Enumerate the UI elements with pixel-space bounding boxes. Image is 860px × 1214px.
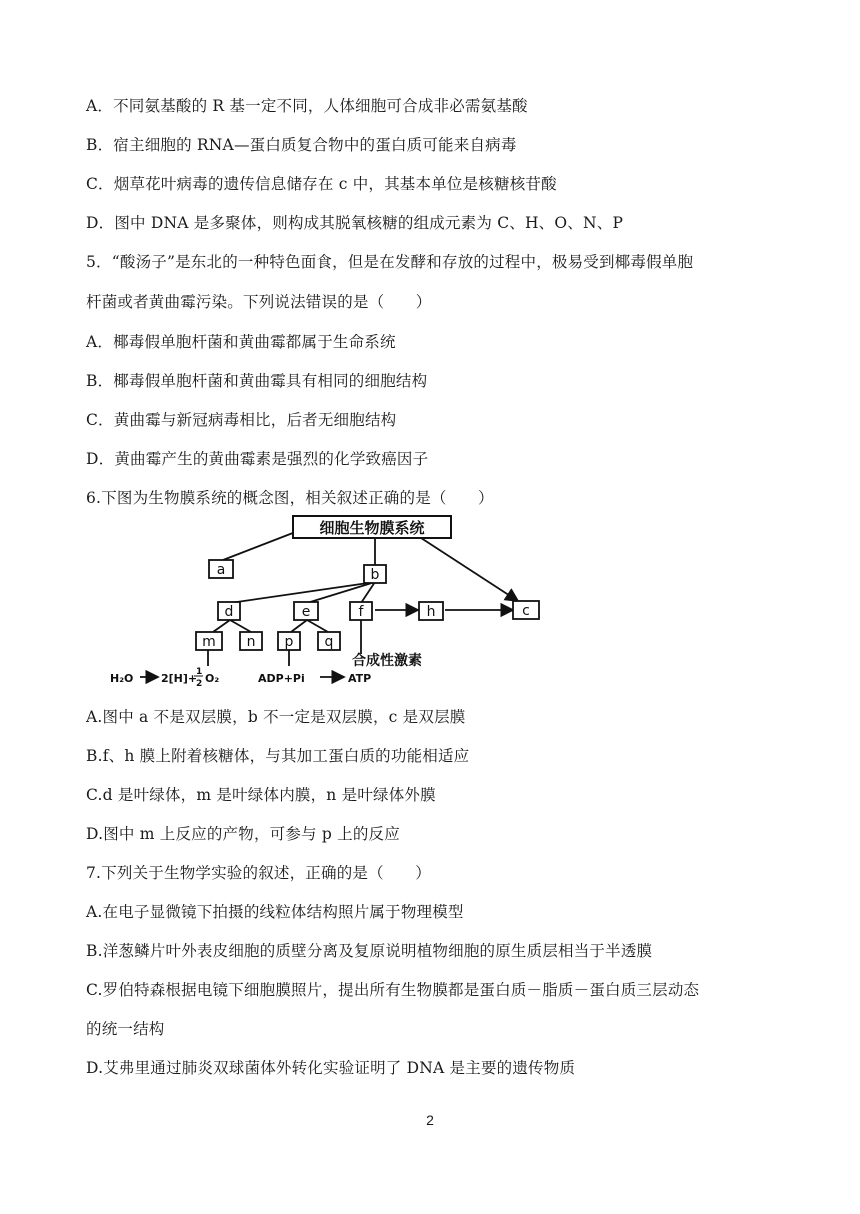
option-7d: D.艾弗里通过肺炎双球菌体外转化实验证明了 DNA 是主要的遗传物质 xyxy=(86,1059,576,1077)
reaction-m-product: 2[H]+ xyxy=(161,672,198,685)
node-p: p xyxy=(284,634,294,650)
option-6c: C.d 是叶绿体，m 是叶绿体内膜，n 是叶绿体外膜 xyxy=(86,786,436,804)
node-f: f xyxy=(358,604,364,620)
option-5a: A．椰毒假单胞杆菌和黄曲霉都属于生命系统 xyxy=(86,333,396,351)
reaction-p-product: ATP xyxy=(348,672,372,685)
option-4a: A．不同氨基酸的 R 基一定不同，人体细胞可合成非必需氨基酸 xyxy=(86,97,528,115)
reaction-p-reactant: ADP+Pi xyxy=(258,672,305,685)
reaction-m-reactant: H₂O xyxy=(110,672,134,685)
option-7c-cont: 的统一结构 xyxy=(86,1020,165,1038)
node-e: e xyxy=(301,604,311,620)
membrane-system-concept-diagram xyxy=(88,508,618,693)
reaction-m-fraction-den: 2 xyxy=(196,679,203,689)
question-5-stem-cont: 杆菌或者黄曲霉污染。下列说法错误的是（ ） xyxy=(86,293,432,311)
option-5b: B．椰毒假单胞杆菌和黄曲霉具有相同的细胞结构 xyxy=(86,372,428,390)
option-4b: B．宿主细胞的 RNA—蛋白质复合物中的蛋白质可能来自病毒 xyxy=(86,136,517,154)
option-5c: C．黄曲霉与新冠病毒相比，后者无细胞结构 xyxy=(86,411,397,429)
diagram-root-label: 细胞生物膜系统 xyxy=(319,519,425,537)
node-n: n xyxy=(246,634,256,650)
question-6-stem: 6.下图为生物膜系统的概念图，相关叙述正确的是（ ） xyxy=(86,489,494,507)
option-6a: A.图中 a 不是双层膜，b 不一定是双层膜，c 是双层膜 xyxy=(86,708,466,726)
node-c: c xyxy=(522,603,530,619)
option-4c: C．烟草花叶病毒的遗传信息储存在 c 中，其基本单位是核糖核苷酸 xyxy=(86,175,557,193)
hormone-label: 合成性激素 xyxy=(352,653,422,669)
node-m: m xyxy=(202,634,216,650)
question-5-stem: 5．“酸汤子”是东北的一种特色面食，但是在发酵和存放的过程中，极易受到椰毒假单胞 xyxy=(86,253,694,271)
question-7-stem: 7.下列关于生物学实验的叙述，正确的是（ ） xyxy=(86,864,431,882)
node-h: h xyxy=(426,604,436,620)
option-7b: B.洋葱鳞片叶外表皮细胞的质壁分离及复原说明植物细胞的原生质层相当于半透膜 xyxy=(86,942,653,960)
option-7c: C.罗伯特森根据电镜下细胞膜照片，提出所有生物膜都是蛋白质－脂质－蛋白质三层动态 xyxy=(86,981,700,999)
option-4d: D．图中 DNA 是多聚体，则构成其脱氧核糖的组成元素为 C、H、O、N、P xyxy=(86,214,624,232)
option-5d: D．黄曲霉产生的黄曲霉素是强烈的化学致癌因子 xyxy=(86,450,429,468)
option-7a: A.在电子显微镜下拍摄的线粒体结构照片属于物理模型 xyxy=(86,903,464,921)
reaction-m-oxygen: O₂ xyxy=(205,672,220,685)
option-6d: D.图中 m 上反应的产物，可参与 p 上的反应 xyxy=(86,825,400,843)
node-q: q xyxy=(324,634,334,650)
node-a: a xyxy=(216,562,226,578)
page-number: 2 xyxy=(426,1112,434,1128)
node-b: b xyxy=(370,567,380,583)
reaction-m-fraction-num: 1 xyxy=(196,667,203,677)
node-d: d xyxy=(224,604,234,620)
option-6b: B.f、h 膜上附着核糖体，与其加工蛋白质的功能相适应 xyxy=(86,747,470,765)
